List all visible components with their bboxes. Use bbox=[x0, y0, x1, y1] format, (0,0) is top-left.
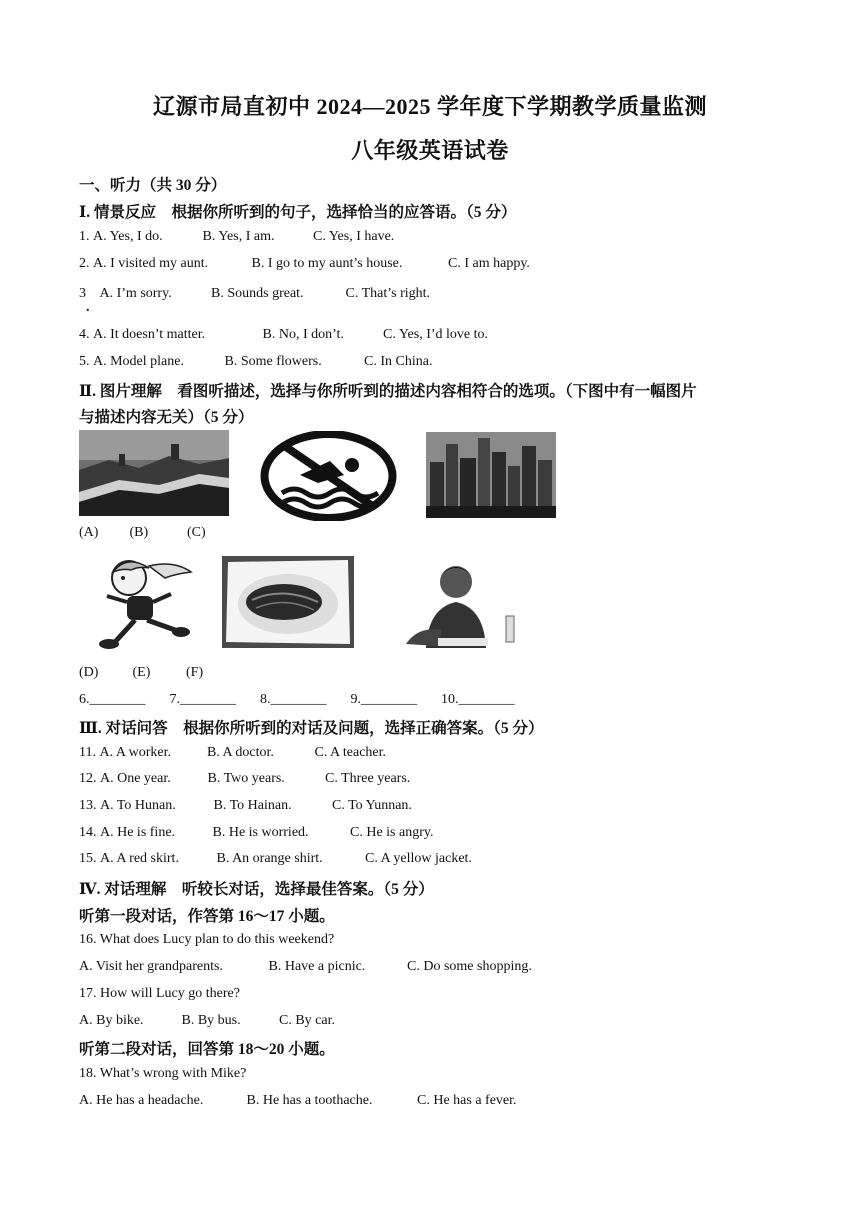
section2-heading-line1: Ⅱ. 图片理解 看图听描述，选择与你所听到的描述内容相符合的选项。（下图中有一幅图片 bbox=[79, 383, 697, 400]
q18-option-b: B. He has a toothache. bbox=[246, 1093, 373, 1108]
label-f: (F) bbox=[186, 665, 204, 680]
label-a: (A) bbox=[79, 525, 99, 540]
q11-option-b: B. A doctor. bbox=[206, 745, 274, 760]
q1-number: 1. bbox=[79, 229, 90, 244]
q14-number: 14. bbox=[79, 825, 97, 840]
question-1 bbox=[79, 229, 394, 245]
q13-number: 13. bbox=[79, 798, 97, 813]
section4-heading: Ⅳ. 对话理解 听较长对话，选择最佳答案。（5 分） bbox=[79, 881, 434, 898]
question-12 bbox=[79, 771, 410, 787]
q16-option-b: B. Have a picnic. bbox=[268, 959, 366, 974]
q2-option-c: C. I am happy. bbox=[448, 256, 530, 271]
question-4 bbox=[79, 327, 488, 343]
label-b: (B) bbox=[129, 525, 149, 540]
label-c: (C) bbox=[187, 525, 206, 540]
q18-option-a: A. He has a headache. bbox=[79, 1093, 204, 1108]
q14-option-c: C. He is angry. bbox=[350, 825, 434, 840]
q13-option-c: C. To Yunnan. bbox=[332, 798, 412, 813]
question-18-text: 18. What’s wrong with Mike? bbox=[79, 1066, 247, 1081]
question-2 bbox=[79, 256, 530, 272]
q12-option-a: A. One year. bbox=[100, 771, 171, 786]
exam-subtitle: 八年级英语试卷 bbox=[351, 138, 509, 163]
blank-10: 10.________ bbox=[441, 692, 515, 707]
q1-option-a: A. Yes, I do. bbox=[93, 229, 163, 244]
picture-c-city-skyline bbox=[426, 432, 556, 518]
q17-option-b: B. By bus. bbox=[181, 1013, 241, 1028]
exam-title: 辽源市局直初中 2024—2025 学年度下学期教学质量监测 bbox=[152, 94, 707, 119]
q3-number: 3 bbox=[79, 286, 86, 301]
blank-6: 6.________ bbox=[79, 692, 146, 707]
section1-heading: Ⅰ. 情景反应 根据你所听到的句子，选择恰当的应答语。（5 分） bbox=[79, 204, 517, 221]
dialog1-instruction: 听第一段对话，作答第 16～17 小题。 bbox=[79, 908, 335, 925]
blank-9: 9.________ bbox=[350, 692, 417, 707]
q11-number: 11. bbox=[79, 745, 96, 760]
q2-option-b: B. I go to my aunt’s house. bbox=[251, 256, 403, 271]
q14-option-a: A. He is fine. bbox=[100, 825, 176, 840]
section2-heading-line2: 与描述内容无关）（5 分） bbox=[79, 409, 254, 426]
question-5 bbox=[79, 354, 432, 370]
q15-option-a: A. A red skirt. bbox=[100, 851, 179, 866]
question-17-text: 17. How will Lucy go there? bbox=[79, 986, 240, 1001]
q3-option-a: A. I’m sorry. bbox=[99, 286, 172, 301]
blank-7: 7.________ bbox=[169, 692, 236, 707]
q11-option-c: C. A teacher. bbox=[314, 745, 387, 760]
picture-d-running-girl bbox=[79, 556, 194, 652]
q5-option-c: C. In China. bbox=[364, 354, 433, 369]
q3-option-c: C. That’s right. bbox=[345, 286, 431, 301]
q5-option-a: A. Model plane. bbox=[93, 354, 184, 369]
question-3 bbox=[79, 286, 430, 302]
q17-option-c: C. By car. bbox=[279, 1013, 335, 1028]
section3-heading: Ⅲ. 对话问答 根据你所听到的对话及问题，选择正确答案。（5 分） bbox=[79, 720, 544, 737]
q14-option-b: B. He is worried. bbox=[212, 825, 309, 840]
q4-option-c: C. Yes, I’d love to. bbox=[383, 327, 489, 342]
picture-e-food-plate bbox=[222, 556, 354, 648]
picture-labels-row2 bbox=[79, 665, 203, 681]
q16-option-a: A. Visit her grandparents. bbox=[79, 959, 223, 974]
q16-option-c: C. Do some shopping. bbox=[407, 959, 532, 974]
q3-option-b: B. Sounds great. bbox=[211, 286, 304, 301]
q12-number: 12. bbox=[79, 771, 97, 786]
q15-number: 15. bbox=[79, 851, 97, 866]
q11-option-a: A. A worker. bbox=[99, 745, 172, 760]
q4-number: 4. bbox=[79, 327, 90, 342]
question-13 bbox=[79, 798, 412, 814]
q4-option-b: B. No, I don’t. bbox=[262, 327, 344, 342]
q13-option-b: B. To Hainan. bbox=[213, 798, 292, 813]
question-18-options bbox=[79, 1093, 517, 1109]
q12-option-c: C. Three years. bbox=[325, 771, 411, 786]
q5-option-b: B. Some flowers. bbox=[224, 354, 322, 369]
question-14 bbox=[79, 825, 433, 841]
q4-option-a: A. It doesn’t matter. bbox=[93, 327, 206, 342]
q1-option-b: B. Yes, I am. bbox=[202, 229, 275, 244]
q5-number: 5. bbox=[79, 354, 90, 369]
picture-f-woman-writing bbox=[398, 556, 520, 648]
answer-blanks-6-10 bbox=[79, 692, 515, 708]
dialog2-instruction: 听第二段对话，回答第 18～20 小题。 bbox=[79, 1041, 335, 1058]
q12-option-b: B. Two years. bbox=[207, 771, 285, 786]
q13-option-a: A. To Hunan. bbox=[100, 798, 176, 813]
picture-labels-row1 bbox=[79, 525, 206, 541]
q15-option-c: C. A yellow jacket. bbox=[365, 851, 472, 866]
picture-a-great-wall bbox=[79, 430, 229, 516]
q2-number: 2. bbox=[79, 256, 90, 271]
q1-option-c: C. Yes, I have. bbox=[313, 229, 395, 244]
question-17-options bbox=[79, 1013, 335, 1029]
question-16-text: 16. What does Lucy plan to do this weekend? bbox=[79, 932, 335, 947]
q15-option-b: B. An orange shirt. bbox=[216, 851, 323, 866]
blank-8: 8.________ bbox=[260, 692, 327, 707]
label-d: (D) bbox=[79, 665, 99, 680]
q3-dot: . bbox=[86, 300, 90, 315]
question-11 bbox=[79, 745, 386, 761]
question-16-options bbox=[79, 959, 532, 975]
question-15 bbox=[79, 851, 472, 867]
part1-heading: 一、听力（共 30 分） bbox=[79, 177, 227, 194]
q18-option-c: C. He has a fever. bbox=[417, 1093, 517, 1108]
q2-option-a: A. I visited my aunt. bbox=[93, 256, 209, 271]
label-e: (E) bbox=[132, 665, 151, 680]
q17-option-a: A. By bike. bbox=[79, 1013, 144, 1028]
picture-b-no-swimming-sign bbox=[260, 431, 397, 521]
